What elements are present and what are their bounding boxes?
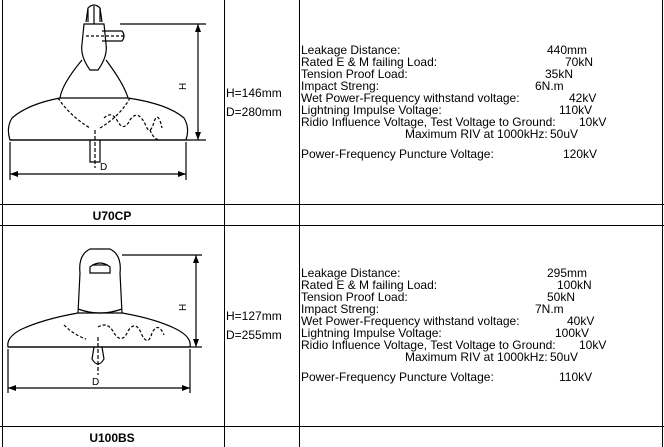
spec-label: Lightning Impulse Voltage: xyxy=(301,326,442,340)
height-dimension-label: H xyxy=(178,303,189,311)
diameter-dimension-label: D xyxy=(100,162,108,173)
spec-value: 6N.m xyxy=(535,79,564,93)
spec-row xyxy=(301,128,663,140)
spec-list-u70cp xyxy=(301,44,663,160)
spec-value: 50kN xyxy=(547,290,576,304)
diameter-value: D=280mm xyxy=(226,105,282,119)
spec-value: 50uV xyxy=(550,350,579,364)
spec-value: 35kN xyxy=(545,67,574,81)
spec-value: 10kV xyxy=(579,115,607,129)
spec-value: 120kV xyxy=(563,147,598,161)
spec-row xyxy=(301,351,663,363)
spec-value: 40kV xyxy=(567,314,595,328)
model-label-u70cp: U70CP xyxy=(92,209,132,223)
row-divider-1 xyxy=(0,204,664,205)
spec-label: Impact Streng: xyxy=(301,302,380,316)
spec-label: Impact Streng: xyxy=(301,79,380,93)
spec-label: Power-Frequency Puncture Voltage: xyxy=(301,370,494,384)
spec-label: Tension Proof Load: xyxy=(301,290,408,304)
spec-value: 295mm xyxy=(547,266,588,280)
spec-row xyxy=(301,148,663,160)
spec-label: Leakage Distance: xyxy=(301,43,401,57)
spec-row xyxy=(301,371,663,383)
insulator-drawing-u70cp xyxy=(0,0,224,204)
spec-value: 100kN xyxy=(557,278,592,292)
height-value: H=146mm xyxy=(226,86,282,100)
spec-value: 70kN xyxy=(565,55,594,69)
height-value: H=127mm xyxy=(226,309,282,323)
spec-value: 10kV xyxy=(579,338,607,352)
spec-label: Wet Power-Frequency withstand voltage: xyxy=(301,314,520,328)
height-dimension-label: H xyxy=(178,82,189,90)
spec-value: 110kV xyxy=(559,103,593,117)
dimensions-u70cp xyxy=(226,84,282,122)
spec-value: 50uV xyxy=(550,127,579,141)
spec-value: 440mm xyxy=(547,43,588,57)
spec-value: 100kV xyxy=(555,326,590,340)
spec-value: 110kV xyxy=(559,370,593,384)
spec-label: Ridio Influence Voltage, Test Voltage to Ground: xyxy=(301,115,556,129)
dimensions-u100bs xyxy=(226,307,282,345)
model-label-u100bs: U100BS xyxy=(89,431,135,445)
table-divider-2 xyxy=(299,0,300,447)
spec-label: Wet Power-Frequency withstand voltage: xyxy=(301,91,520,105)
spec-value: 42kV xyxy=(569,91,597,105)
spec-label: Tension Proof Load: xyxy=(301,67,408,81)
spec-label: Maximum RIV at 1000kHz: xyxy=(405,127,548,141)
spec-label: Lightning Impulse Voltage: xyxy=(301,103,442,117)
spec-label: Ridio Influence Voltage, Test Voltage to Ground: xyxy=(301,338,556,352)
spec-label: Rated E & M failing Load: xyxy=(301,55,438,69)
spec-label: Leakage Distance: xyxy=(301,266,401,280)
diameter-value: D=255mm xyxy=(226,328,282,342)
spec-value: 7N.m xyxy=(535,302,564,316)
diameter-dimension-label: D xyxy=(92,377,100,388)
spec-label: Rated E & M failing Load: xyxy=(301,278,438,292)
insulator-drawing-u100bs xyxy=(0,225,224,426)
spec-list-u100bs xyxy=(301,267,663,383)
table-divider-1 xyxy=(224,0,225,447)
spec-label: Power-Frequency Puncture Voltage: xyxy=(301,147,494,161)
row-divider-3 xyxy=(0,426,664,427)
spec-label: Maximum RIV at 1000kHz: xyxy=(405,350,548,364)
